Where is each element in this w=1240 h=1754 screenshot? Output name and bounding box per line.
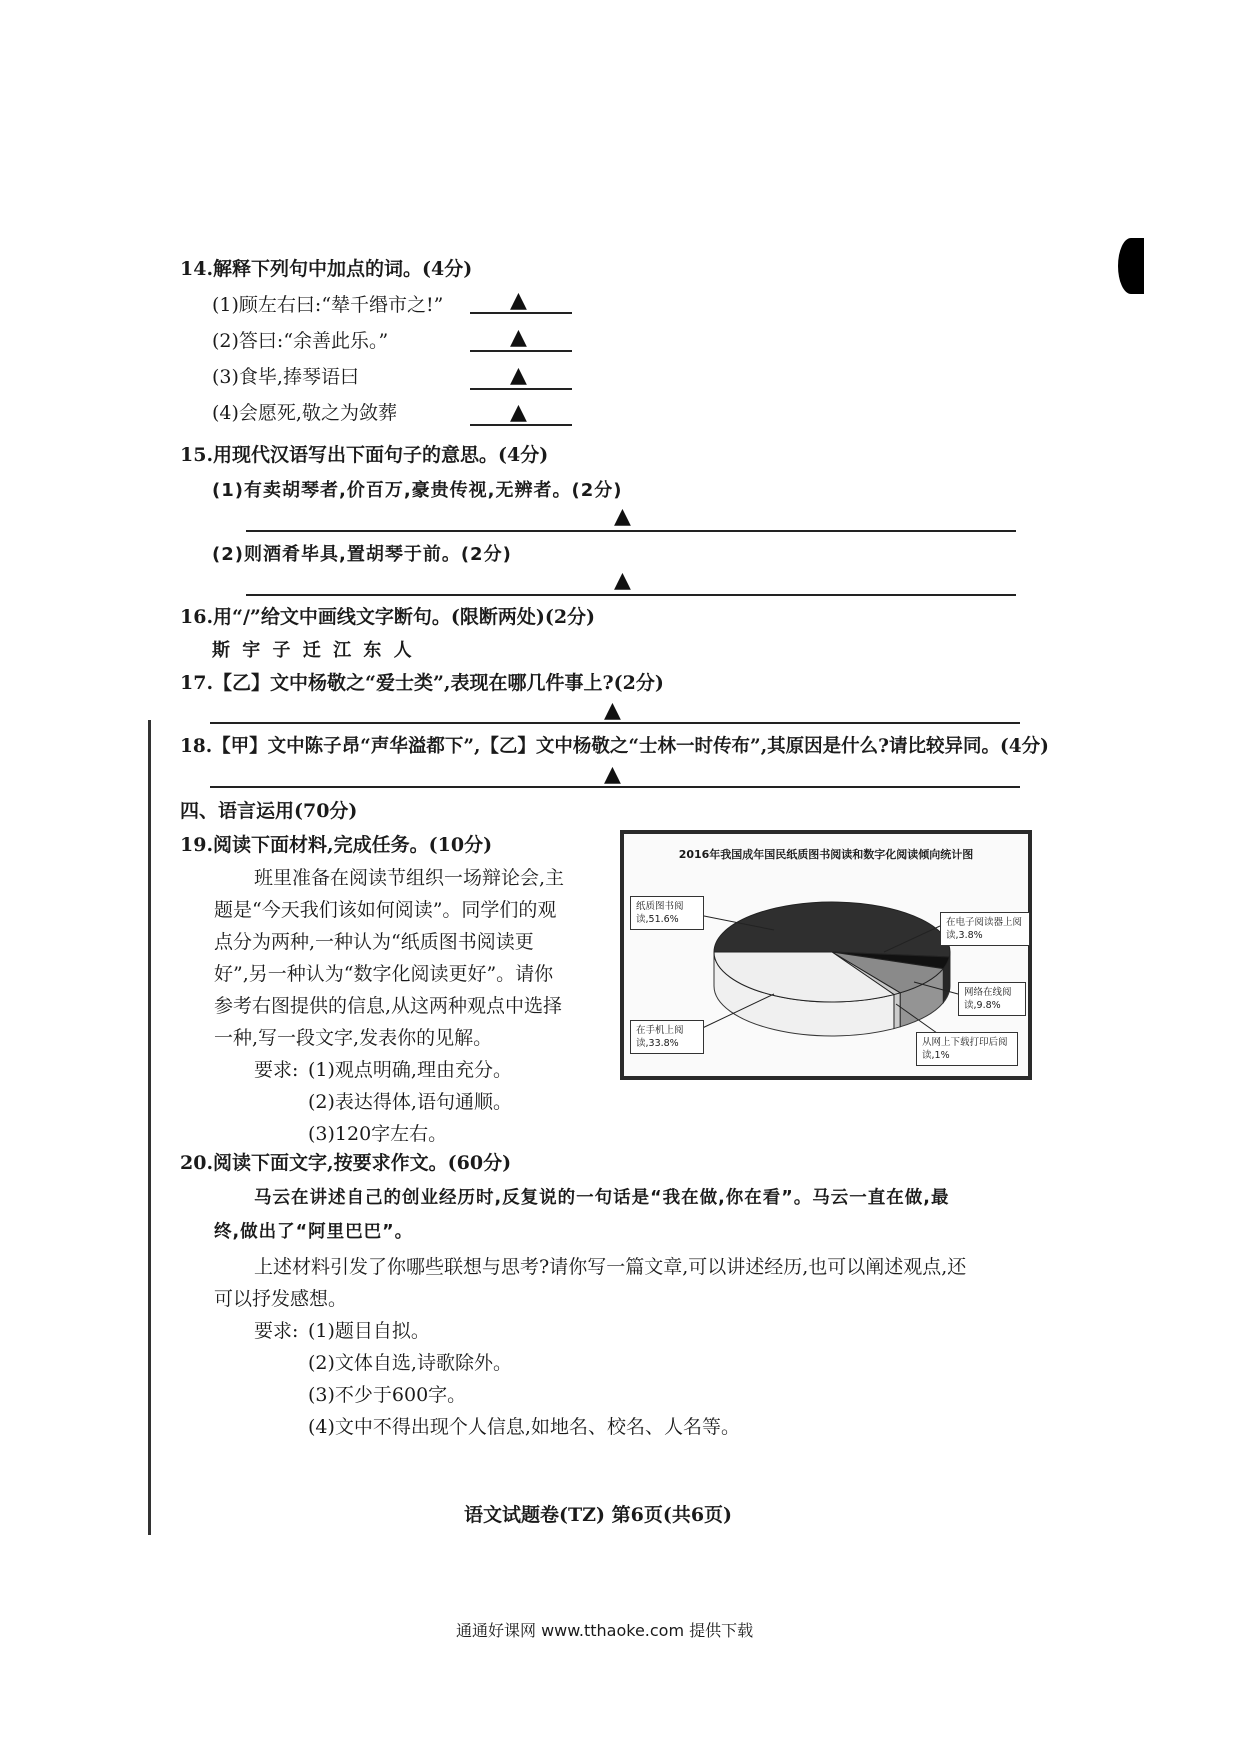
answer-mark: ▲ bbox=[510, 325, 527, 350]
pie-slice bbox=[714, 902, 950, 957]
q19-line: 班里准备在阅读节组织一场辩论会,主 bbox=[254, 867, 565, 889]
q20-req: (3)不少于600字。 bbox=[308, 1384, 467, 1406]
q14-title: 14.解释下列句中加点的词。(4分) bbox=[180, 258, 473, 280]
q20-req: (2)文体自选,诗歌除外。 bbox=[308, 1352, 512, 1374]
q16-text: 斯 宇 子 迁 江 东 人 bbox=[212, 640, 415, 661]
answer-mark: ▲ bbox=[510, 288, 527, 313]
page-footer-title: 语文试题卷(TZ) 第6页(共6页) bbox=[464, 1504, 733, 1526]
q14-item-4: (4)会愿死,敬之为敛葬 bbox=[212, 402, 397, 424]
q15-item-1: (1)有卖胡琴者,价百万,豪贵传视,无辨者。(2分) bbox=[212, 480, 623, 501]
q14-answer-line-3 bbox=[470, 388, 572, 390]
q20-req: (1)题目自拟。 bbox=[308, 1320, 430, 1342]
answer-mark: ▲ bbox=[604, 762, 621, 787]
q20-line: 上述材料引发了你哪些联想与思考?请你写一篇文章,可以讲述经历,也可以阐述观点,还 bbox=[254, 1256, 967, 1278]
section4-title: 四、语言运用(70分) bbox=[180, 800, 358, 822]
download-credit: 通通好课网 www.tthaoke.com 提供下载 bbox=[456, 1621, 754, 1640]
q20-req-label: 要求: bbox=[254, 1320, 299, 1342]
q15-title: 15.用现代汉语写出下面句子的意思。(4分) bbox=[180, 444, 549, 466]
pie-label-mobile: 在手机上阅读,33.8% bbox=[630, 1020, 704, 1054]
answer-mark: ▲ bbox=[604, 698, 621, 723]
q17-title: 17.【乙】文中杨敬之“爱士类”,表现在哪几件事上?(2分) bbox=[180, 672, 664, 694]
q14-item-3: (3)食毕,捧琴语曰 bbox=[212, 366, 359, 388]
q20-req: (4)文中不得出现个人信息,如地名、校名、人名等。 bbox=[308, 1416, 740, 1438]
q19-req-label: 要求: bbox=[254, 1059, 299, 1081]
q20-title: 20.阅读下面文字,按要求作文。(60分) bbox=[180, 1152, 512, 1174]
pie-label-online: 网络在线阅读,9.8% bbox=[958, 982, 1026, 1016]
answer-mark: ▲ bbox=[614, 504, 631, 529]
chart-title: 2016年我国成年国民纸质图书阅读和数字化阅读倾向统计图 bbox=[678, 848, 974, 861]
q17-answer-line bbox=[210, 722, 1020, 724]
answer-mark: ▲ bbox=[614, 568, 631, 593]
q19-line: 一种,写一段文字,发表你的见解。 bbox=[214, 1027, 493, 1049]
pie-label-download: 从网上下载打印后阅读,1% bbox=[916, 1032, 1018, 1066]
q20-line: 马云在讲述自己的创业经历时,反复说的一句话是“我在做,你在看”。马云一直在做,最 bbox=[254, 1188, 950, 1208]
q15-item-2: (2)则酒肴毕具,置胡琴于前。(2分) bbox=[212, 544, 512, 565]
q19-line: 点分为两种,一种认为“纸质图书阅读更 bbox=[214, 931, 534, 953]
q18-answer-line bbox=[210, 786, 1020, 788]
reading-pie-chart bbox=[620, 830, 1032, 1080]
q19-req: (2)表达得体,语句通顺。 bbox=[308, 1091, 512, 1113]
q15-answer-line-1 bbox=[246, 530, 1016, 532]
q14-item-2: (2)答曰:“余善此乐。” bbox=[212, 330, 389, 352]
pie-label-ereader: 在电子阅读器上阅读,3.8% bbox=[940, 912, 1030, 946]
q14-answer-line-2 bbox=[470, 350, 572, 352]
q19-req: (3)120字左右。 bbox=[308, 1123, 448, 1145]
q19-title: 19.阅读下面材料,完成任务。(10分) bbox=[180, 834, 493, 856]
answer-mark: ▲ bbox=[510, 363, 527, 388]
pie-label-paper: 纸质图书阅读,51.6% bbox=[630, 896, 704, 930]
q20-line: 可以抒发感想。 bbox=[214, 1288, 348, 1310]
q19-line: 题是“今天我们该如何阅读”。同学们的观 bbox=[214, 899, 557, 921]
answer-mark: ▲ bbox=[510, 400, 527, 425]
q20-line: 终,做出了“阿里巴巴”。 bbox=[214, 1222, 414, 1242]
q19-line: 好”,另一种认为“数字化阅读更好”。请你 bbox=[214, 963, 554, 985]
margin-rule bbox=[148, 720, 151, 1535]
pie-slice-side bbox=[894, 993, 900, 1029]
q15-answer-line-2 bbox=[246, 594, 1016, 596]
scan-artifact bbox=[1118, 238, 1144, 294]
q18-title: 18.【甲】文中陈子昂“声华溢都下”,【乙】文中杨敬之“士林一时传布”,其原因是什么?请比较异同。(4分) bbox=[180, 736, 1049, 757]
q19-line: 参考右图提供的信息,从这两种观点中选择 bbox=[214, 995, 563, 1017]
q16-title: 16.用“/”给文中画线文字断句。(限断两处)(2分) bbox=[180, 606, 596, 628]
q19-req: (1)观点明确,理由充分。 bbox=[308, 1059, 512, 1081]
q14-item-1: (1)顾左右曰:“辇千缗市之!” bbox=[212, 294, 444, 316]
